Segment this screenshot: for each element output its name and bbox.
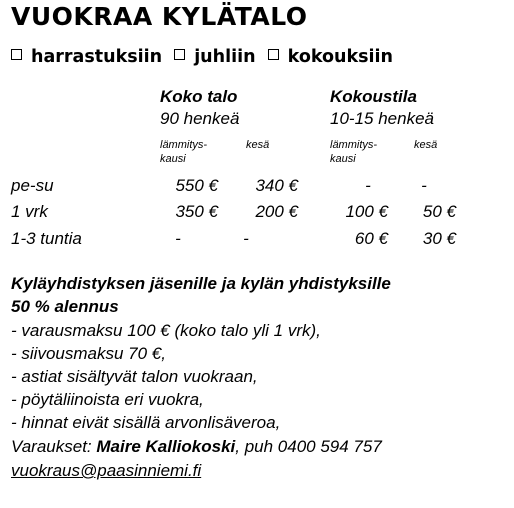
col1-sub-summer: kesä [246,139,270,151]
price-cell: 550 € [175,176,218,195]
row-label: pe-su [11,176,54,195]
note-item: - astiat sisältyvät talon vuokraan, [11,367,258,386]
price-cell: 100 € [345,202,388,221]
email-link[interactable]: vuokraus@paasinniemi.fi [11,461,202,480]
col2-sub-heating: lämmitys- kausi [330,139,378,165]
discount-line-2: 50 % alennus [11,297,119,316]
price-cell: - [175,229,181,248]
price-cell: 50 € [422,202,456,221]
col2-sub-summer: kesä [414,139,438,151]
col2-capacity: 10-15 henkeä [330,109,434,128]
option-label: kokouksiin [287,47,394,67]
purpose-options [11,47,399,67]
price-cell: 60 € [354,229,388,248]
col1-capacity: 90 henkeä [160,109,240,128]
contact-name: Maire Kalliokoski [96,437,236,456]
option-juhliin[interactable] [174,47,255,67]
note-item: - siivousmaksu 70 €, [11,344,166,363]
option-kokouksiin[interactable] [268,47,393,67]
discount-line-1: Kyläyhdistyksen jäsenille ja kylän yhdistyksille [11,274,391,293]
checkbox-icon[interactable] [174,49,185,60]
option-label: juhliin [194,47,256,67]
price-cell: 350 € [175,202,218,221]
price-cell: - [421,176,427,195]
price-cell: - [365,176,371,195]
col1-sub-heating: lämmitys- kausi [160,139,208,165]
note-item: - varausmaksu 100 € (koko talo yli 1 vrk), [11,321,321,340]
row-label: 1-3 tuntia [11,229,82,248]
col1-heading: Koko talo [160,87,238,106]
booking-phone: , puh 0400 594 757 [235,437,382,456]
col2-heading: Kokoustila [330,87,417,106]
checkbox-icon[interactable] [268,49,279,60]
note-item: - hinnat eivät sisällä arvonlisäveroa, [11,413,281,432]
price-cell: 340 € [255,176,298,195]
booking-line [11,436,382,459]
price-cell: - [243,229,249,248]
price-cell: 30 € [422,229,456,248]
price-cell: 200 € [255,202,298,221]
booking-prefix: Varaukset: [11,437,97,456]
page-title: VUOKRAA KYLÄTALO [11,2,308,31]
note-item: - pöytäliinoista eri vuokra, [11,390,204,409]
row-label: 1 vrk [11,202,48,221]
checkbox-icon[interactable] [11,49,22,60]
option-harrastuksiin[interactable] [11,47,162,67]
option-label: harrastuksiin [31,47,163,67]
